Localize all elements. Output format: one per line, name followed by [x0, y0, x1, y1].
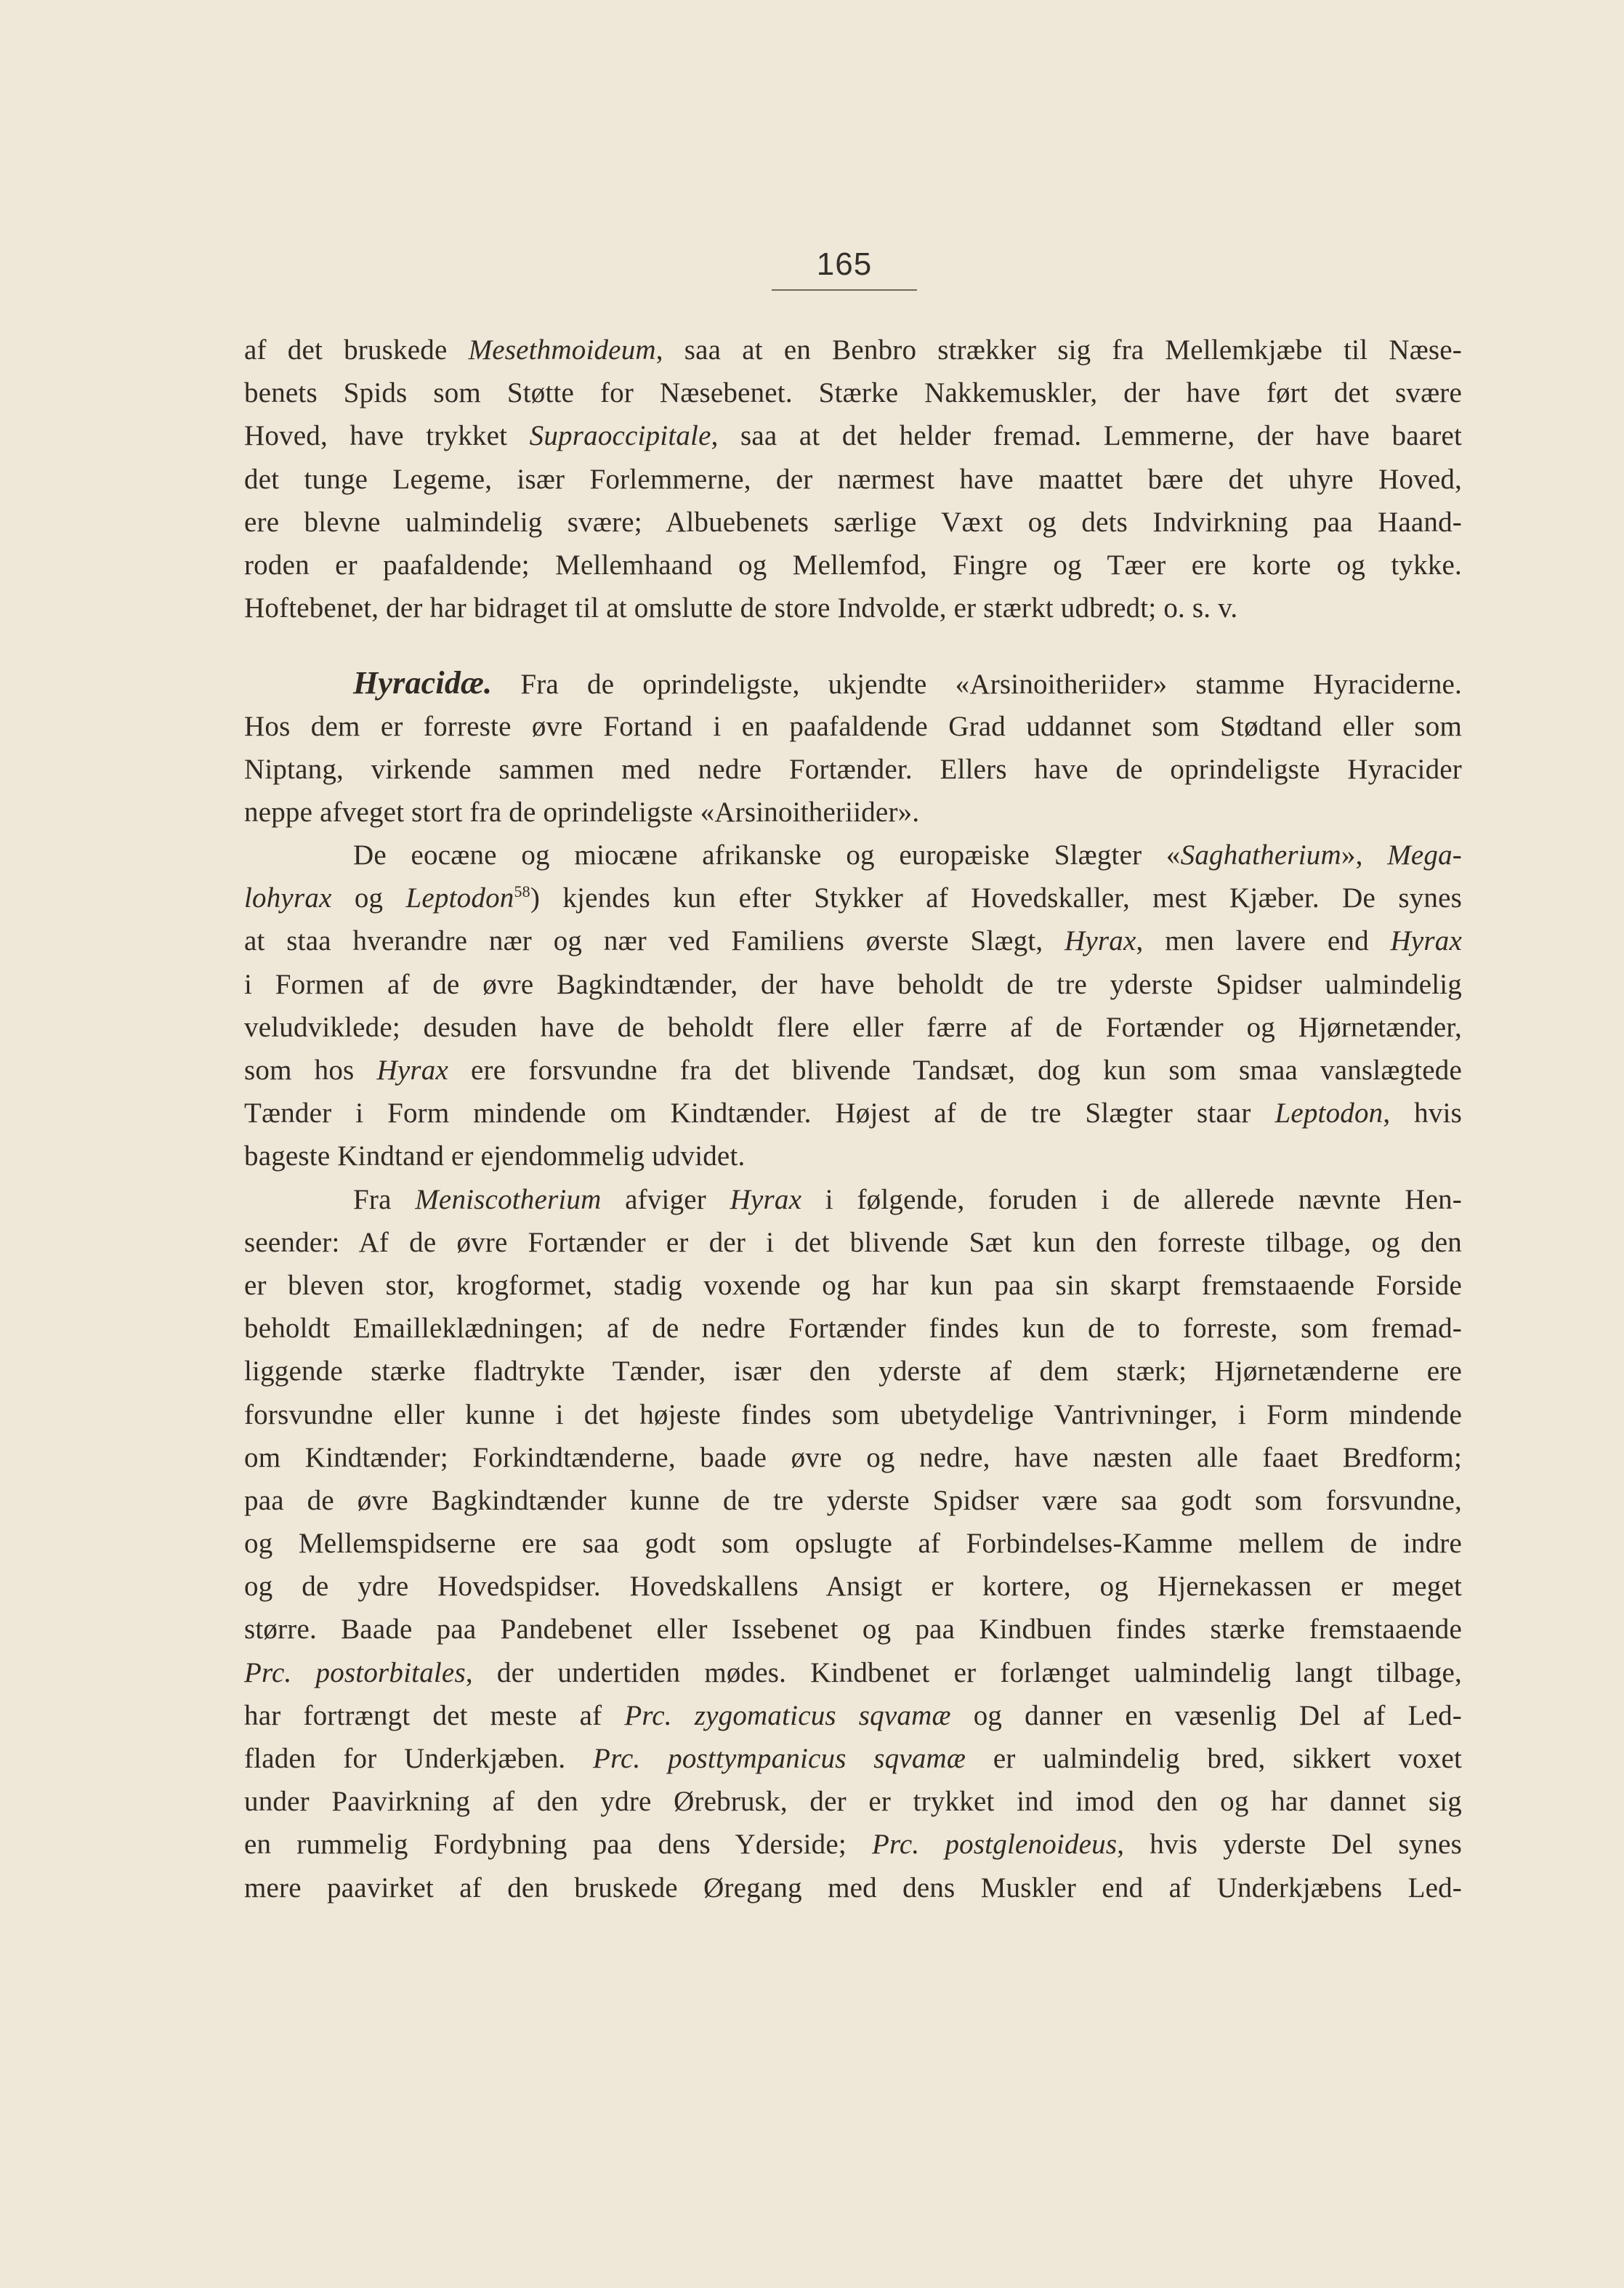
text-line: liggende stærke fladtrykte Tænder, især den yderste af dem stærk; Hjørnetænderne ere: [244, 1356, 1462, 1387]
text-line: veludviklede; desuden have de beholdt flere eller færre af de Fortænder og Hjørnetænder,: [244, 1011, 1462, 1043]
anatomical-term: Prc. zygomaticus sqvamæ: [624, 1699, 951, 1731]
text-line: har fortrængt det meste af Prc. zygomaticus sqvamæ og danner en væsenlig Del af Led-: [244, 1699, 1462, 1731]
taxon-term: Meniscotherium: [415, 1183, 602, 1215]
text-line: De eocæne og miocæne afrikanske og europæiske Slægter «Saghatherium», Mega-: [353, 839, 1462, 871]
text-line: er bleven stor, krogformet, stadig voxende og har kun paa sin skarpt fremstaaende Forside: [244, 1269, 1462, 1301]
anatomical-term: Prc. postglenoideus: [871, 1829, 1118, 1861]
text-line: mere paavirket af den bruskede Øregang med dens Muskler end af Underkjæbens Led-: [244, 1872, 1462, 1904]
text-line: seender: Af de øvre Fortænder er der i det blivende Sæt kun den forreste tilbage, og den: [244, 1226, 1462, 1258]
text-line: beholdt Emailleklædningen; af de nedre Fortænder findes kun de to forreste, som fremad-: [244, 1313, 1462, 1345]
taxon-term: Hyrax: [1390, 925, 1462, 957]
taxon-term: Hyrax: [376, 1055, 448, 1086]
text-line: under Paavirkning af den ydre Ørebrusk, der er trykket ind imod den og har dannet sig: [244, 1786, 1462, 1818]
text-line: Prc. postorbitales, der undertiden mødes. Kindbenet er forlænget ualmindelig langt tilbage,: [244, 1656, 1462, 1688]
paragraph-1: [244, 329, 1462, 629]
anatomical-term: Prc. posttympanicus sqvamæ: [593, 1743, 966, 1774]
text-line: og Mellemspidserne ere saa godt som opslugte af Forbindelses-Kamme mellem de indre: [244, 1528, 1462, 1560]
taxon-term: Leptodon: [405, 882, 514, 914]
anatomical-term: Prc. postorbitales: [244, 1656, 466, 1688]
text-line: lohyrax og Leptodon$^{58}$) kjendes kun efter Stykker af Hovedskaller, mest Kjæber. De synes: [244, 882, 1462, 914]
text-line: og de ydre Hovedspidser. Hovedskallens Ansigt er kortere, og Hjernekassen er meget: [244, 1571, 1462, 1603]
text-line: ere blevne ualmindelig svære; Albuebenets særlige Væxt og dets Indvirkning paa Haand-: [244, 506, 1462, 538]
taxon-term: Hyrax: [1065, 925, 1136, 957]
paragraph-3: [244, 834, 1462, 1178]
paragraph-4: [244, 1178, 1462, 1909]
text-line: at staa hverandre nær og nær ved Familiens øverste Slægt, Hyrax, men lavere end Hyrax: [244, 925, 1462, 957]
text-line: af det bruskede Mesethmoideum, saa at en Benbro strækker sig fra Mellemkjæbe til Næse-: [244, 334, 1462, 366]
text-line: en rummelig Fordybning paa dens Yderside; Prc. postglenoideus, hvis yderste Del synes: [244, 1829, 1462, 1861]
text-line: det tunge Legeme, især Forlemmerne, der nærmest have maattet bære det uhyre Hoved,: [244, 463, 1462, 495]
taxon-term: Leptodon: [1274, 1097, 1383, 1129]
text-line: Tænder i Form mindende om Kindtænder. Højest af de tre Slægter staar Leptodon, hvis: [244, 1097, 1462, 1129]
taxon-term: Mega-: [1387, 839, 1462, 871]
footnote-ref: 58: [514, 882, 530, 901]
text-line: om Kindtænder; Forkindtænderne, baade øvre og nedre, have næsten alle faaet Bredform;: [244, 1441, 1462, 1473]
taxon-term: Hyrax: [730, 1183, 802, 1215]
page-number: 165: [816, 246, 873, 282]
text-line: større. Baade paa Pandebenet eller Issebenet og paa Kindbuen findes stærke fremstaaende: [244, 1614, 1462, 1645]
text-line: Hoved, have trykket Supraoccipitale, saa at det helder fremad. Lemmerne, der have baaret: [244, 420, 1462, 452]
text-line: benets Spids som Støtte for Næsebenet. Stærke Nakkemuskler, der have ført det svære: [244, 377, 1462, 409]
text-line: Hyracidæ. Fra de oprindeligste, ukjendte «Arsinoitheriider» stamme Hyraciderne.: [353, 665, 1462, 701]
body-text: [244, 329, 1462, 1909]
text-line: forsvundne eller kunne i det højeste findes som ubetydelige Vantrivninger, i Form mindende: [244, 1398, 1462, 1430]
section-heading: Hyracidæ.: [353, 665, 493, 701]
taxon-term: Saghatherium: [1180, 839, 1341, 871]
paragraph-2: [244, 661, 1462, 834]
taxon-term: lohyrax: [244, 882, 332, 914]
text-line: roden er paafaldende; Mellemhaand og Mellemfod, Fingre og Tæer ere korte og tykke.: [244, 549, 1462, 581]
anatomical-term: Supraoccipitale: [529, 420, 711, 452]
text-line: paa de øvre Bagkindtænder kunne de tre yderste Spidser være saa godt som forsvundne,: [244, 1484, 1462, 1516]
text-line: Hos dem er forreste øvre Fortand i en paafaldende Grad uddannet som Stødtand eller som: [244, 710, 1462, 742]
page-header: [772, 246, 917, 283]
header-rule: [772, 289, 917, 291]
text-line: bageste Kindtand er ejendommelig udvidet.: [244, 1140, 746, 1172]
text-line: som hos Hyrax ere forsvundne fra det blivende Tandsæt, dog kun som smaa vanslægtede: [244, 1055, 1462, 1086]
text-line: Fra Meniscotherium afviger Hyrax i følgende, foruden i de allerede nævnte Hen-: [353, 1183, 1462, 1215]
text-line: neppe afveget stort fra de oprindeligste «Arsinoitheriider».: [244, 796, 920, 828]
text-line: fladen for Underkjæben. Prc. posttympanicus sqvamæ er ualmindelig bred, sikkert voxet: [244, 1743, 1462, 1774]
taxon-term: Mesethmoideum: [468, 334, 656, 366]
text-line: Niptang, virkende sammen med nedre Fortænder. Ellers have de oprindeligste Hyracider: [244, 753, 1462, 785]
text-line: Hoftebenet, der har bidraget til at omslutte de store Indvolde, er stærkt udbredt; o. s. v.: [244, 592, 1238, 624]
text-line: i Formen af de øvre Bagkindtænder, der have beholdt de tre yderste Spidser ualmindelig: [244, 968, 1462, 1000]
